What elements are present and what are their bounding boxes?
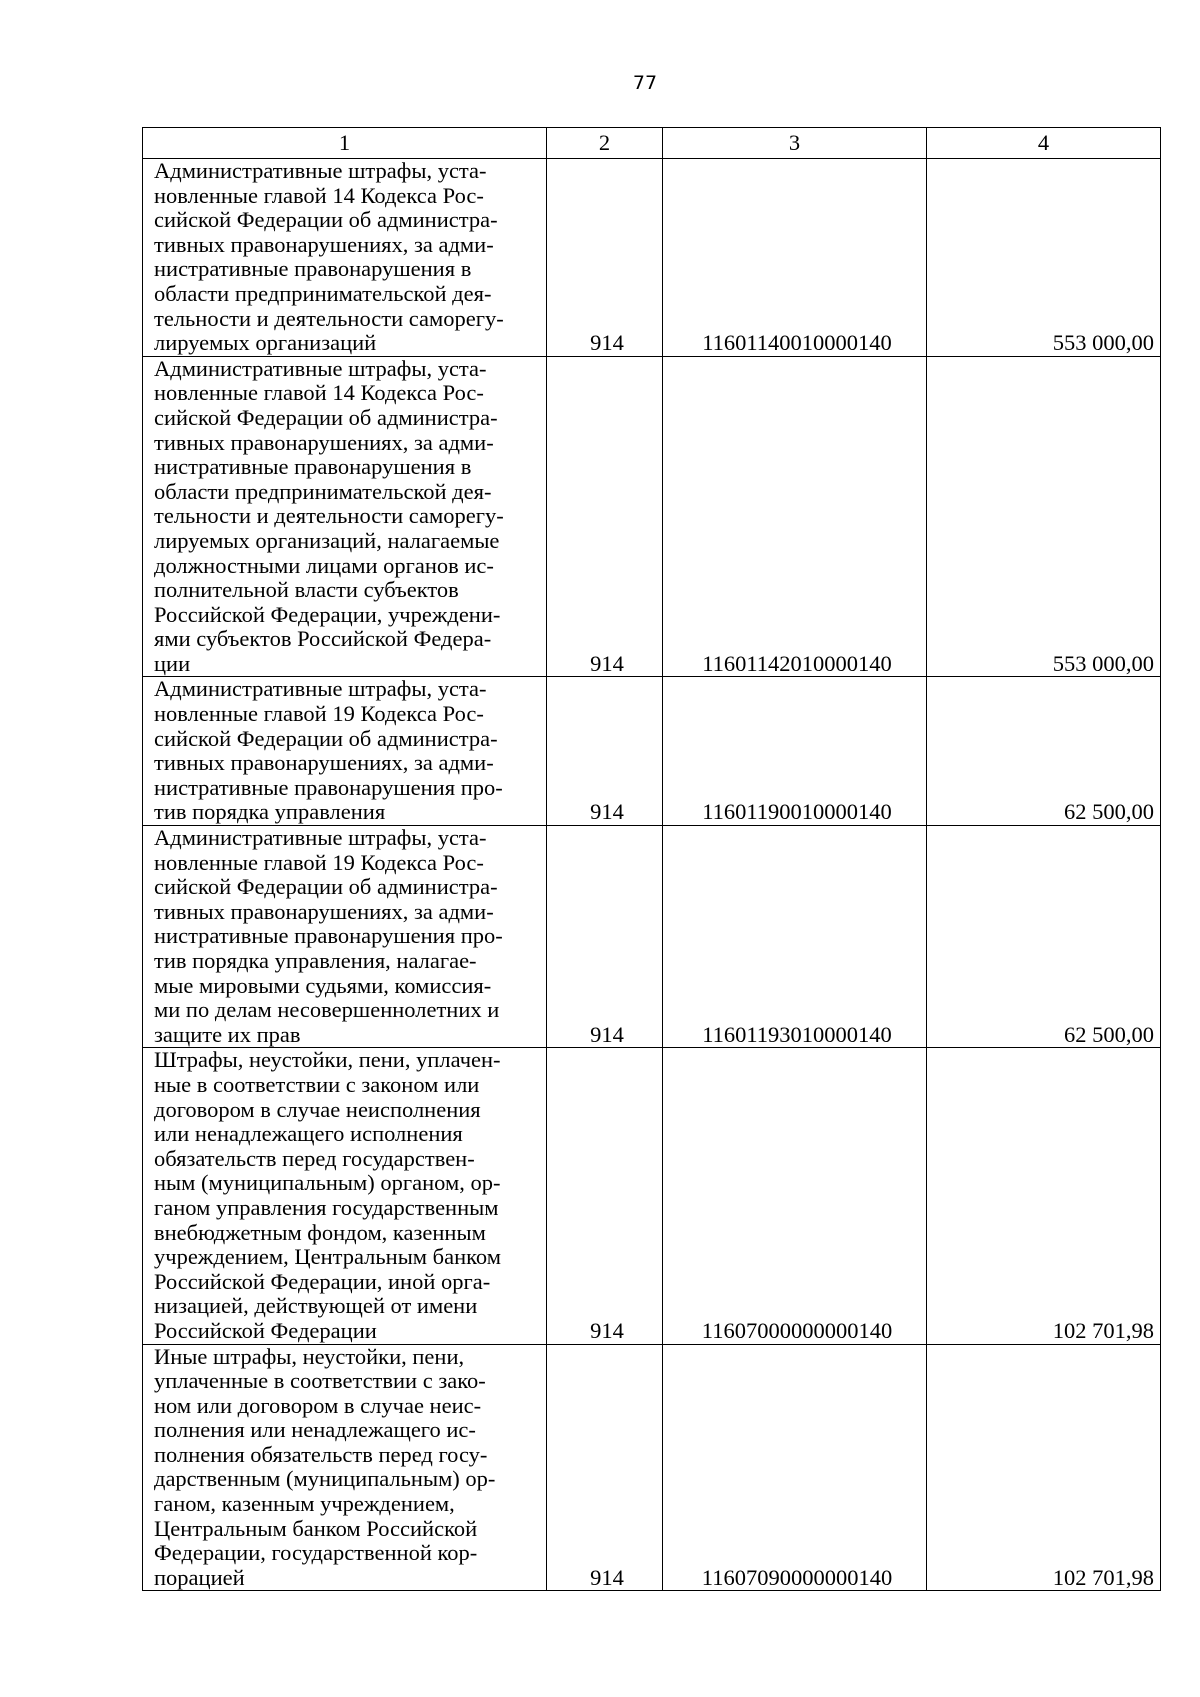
income-name-line: тивных правонарушениях, за адми-	[154, 231, 494, 257]
header-cell-1: 1	[143, 128, 547, 159]
income-name-line: дарственным (муниципальным) ор-	[154, 1466, 496, 1492]
table-row	[143, 1048, 1161, 1344]
header-cell-2: 2	[547, 128, 663, 159]
budget-classification-code-cell: 11601193010000140	[663, 826, 927, 1048]
amount-cell: 102 701,98	[927, 1048, 1161, 1344]
table-row	[143, 1344, 1161, 1591]
income-name-cell	[143, 356, 547, 677]
administrator-code-cell: 914	[547, 356, 663, 677]
page-number: 77	[632, 72, 658, 94]
income-name-line: сийской Федерации об администра-	[154, 207, 498, 233]
table-body	[143, 128, 1161, 1591]
revenue-table	[142, 127, 1161, 1591]
income-name-line: или ненадлежащего исполнения	[154, 1121, 463, 1147]
income-name-line: нистративные правонарушения в	[154, 454, 472, 480]
administrator-code-cell: 914	[547, 1048, 663, 1344]
income-name-line: сийской Федерации об администра-	[154, 404, 498, 430]
income-name-line: внебюджетным фондом, казенным	[154, 1219, 486, 1245]
income-name-line: ном или договором в случае неис-	[154, 1392, 482, 1418]
income-name-cell	[143, 159, 547, 357]
income-name-line: полнительной власти субъектов	[154, 577, 459, 603]
header-cell-3: 3	[663, 128, 927, 159]
header-row	[143, 128, 1161, 159]
income-name-line: Штрафы, неустойки, пени, уплачен-	[154, 1047, 501, 1073]
income-name-line: новленные главой 14 Кодекса Рос-	[154, 182, 484, 208]
income-name-line: новленные главой 19 Кодекса Рос-	[154, 701, 484, 727]
budget-classification-code-cell: 11601140010000140	[663, 159, 927, 357]
income-name-line: полнения или ненадлежащего ис-	[154, 1417, 476, 1443]
income-name-line: области предпринимательской дея-	[154, 478, 492, 504]
income-name-line: должностными лицами органов ис-	[154, 552, 494, 578]
income-name-line: ями субъектов Российской Федера-	[154, 626, 492, 652]
amount-cell: 62 500,00	[927, 826, 1161, 1048]
income-name-line: ганом, казенным учреждением,	[154, 1491, 455, 1517]
income-name-line: порацией	[154, 1564, 245, 1590]
income-name-line: Российской Федерации, учреждени-	[154, 601, 501, 627]
table-row	[143, 677, 1161, 826]
income-name-line: низацией, действующей от имени	[154, 1293, 478, 1319]
table-row	[143, 356, 1161, 677]
income-name-line: лируемых организаций, налагаемые	[154, 527, 500, 553]
income-name-line: сийской Федерации об администра-	[154, 725, 498, 751]
income-name-line: нистративные правонарушения про-	[154, 923, 503, 949]
income-name-line: Административные штрафы, уста-	[154, 676, 487, 702]
administrator-code-cell: 914	[547, 1344, 663, 1591]
income-name-line: тивных правонарушениях, за адми-	[154, 898, 494, 924]
income-name-line: ции	[154, 650, 191, 676]
administrator-code-cell: 914	[547, 677, 663, 826]
income-name-line: тивных правонарушениях, за адми-	[154, 750, 494, 776]
income-name-cell	[143, 1048, 547, 1344]
amount-cell: 553 000,00	[927, 159, 1161, 357]
income-name-line: тивных правонарушениях, за адми-	[154, 429, 494, 455]
income-name-line: тив порядка управления, налагае-	[154, 948, 477, 973]
amount-cell: 102 701,98	[927, 1344, 1161, 1591]
income-name-line: Административные штрафы, уста-	[154, 825, 487, 851]
income-name-line: нистративные правонарушения про-	[154, 774, 503, 800]
income-name-line: ми по делам несовершеннолетних и	[154, 997, 500, 1023]
table-row	[143, 826, 1161, 1048]
budget-classification-code-cell: 11601142010000140	[663, 356, 927, 677]
income-name-line: Административные штрафы, уста-	[154, 355, 487, 381]
income-name-line: Центральным банком Российской	[154, 1515, 478, 1541]
income-name-line: Административные штрафы, уста-	[154, 158, 487, 183]
budget-classification-code-cell: 11601190010000140	[663, 677, 927, 826]
administrator-code-cell: 914	[547, 826, 663, 1048]
income-name-line: новленные главой 14 Кодекса Рос-	[154, 380, 484, 406]
income-name-line: сийской Федерации об администра-	[154, 874, 498, 900]
income-name-cell	[143, 1344, 547, 1591]
administrator-code-cell: 914	[547, 159, 663, 357]
budget-classification-code-cell: 11607000000000140	[663, 1048, 927, 1344]
income-name-line: мые мировыми судьями, комиссия-	[154, 972, 492, 998]
income-name-line: области предпринимательской дея-	[154, 280, 492, 306]
income-name-line: учреждением, Центральным банком	[154, 1244, 501, 1270]
income-name-line: нистративные правонарушения в	[154, 256, 472, 282]
amount-cell: 553 000,00	[927, 356, 1161, 677]
income-name-cell	[143, 826, 547, 1048]
income-name-line: Российской Федерации, иной орга-	[154, 1268, 491, 1294]
income-name-line: тельности и деятельности саморегу-	[154, 503, 504, 529]
amount-cell: 62 500,00	[927, 677, 1161, 826]
income-name-cell	[143, 677, 547, 826]
income-name-line: Федерации, государственной кор-	[154, 1540, 478, 1566]
income-name-line: обязательств перед государствен-	[154, 1145, 475, 1171]
income-name-line: полнения обязательств перед госу-	[154, 1441, 488, 1467]
income-name-line: Российской Федерации	[154, 1317, 377, 1343]
income-name-line: лируемых организаций	[154, 330, 377, 356]
income-name-line: ным (муниципальным) органом, ор-	[154, 1170, 501, 1196]
income-name-line: ганом управления государственным	[154, 1194, 499, 1220]
table-row	[143, 159, 1161, 357]
income-name-line: тив порядка управления	[154, 799, 386, 825]
income-name-line: договором в случае неисполнения	[154, 1096, 481, 1122]
header-cell-4: 4	[927, 128, 1161, 159]
income-name-line: новленные главой 19 Кодекса Рос-	[154, 849, 484, 875]
budget-classification-code-cell: 11607090000000140	[663, 1344, 927, 1591]
income-name-line: Иные штрафы, неустойки, пени,	[154, 1343, 465, 1369]
income-name-line: уплаченные в соответствии с зако-	[154, 1368, 486, 1394]
income-name-line: ные в соответствии с законом или	[154, 1071, 480, 1097]
income-name-line: защите их прав	[154, 1021, 301, 1047]
income-name-line: тельности и деятельности саморегу-	[154, 305, 504, 331]
